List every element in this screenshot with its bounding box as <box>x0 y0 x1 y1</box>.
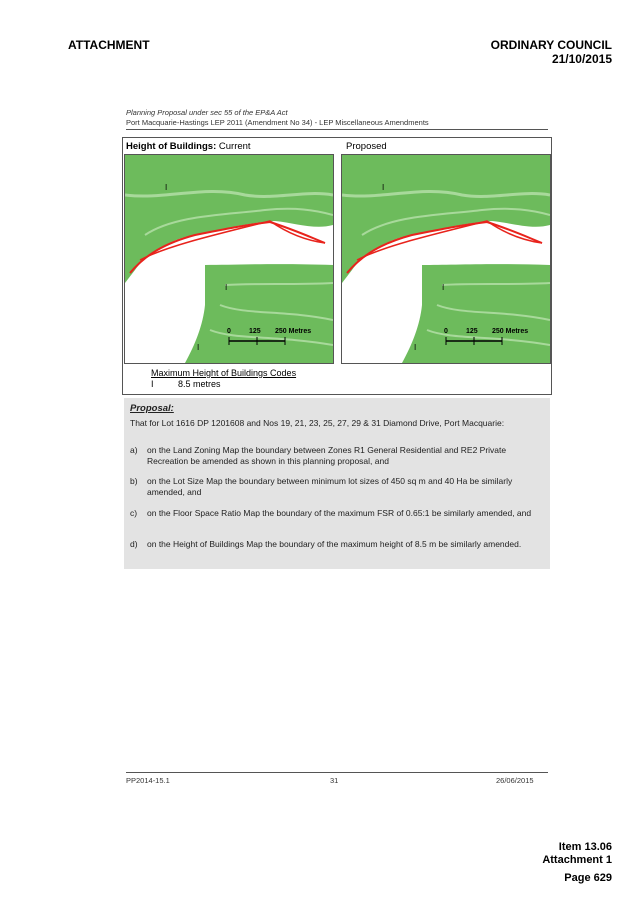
proposal-item-b <box>130 476 542 498</box>
proposal-item-d <box>130 539 542 550</box>
footer-date: 26/06/2015 <box>496 776 534 785</box>
proposal-panel <box>124 398 550 569</box>
header-rule <box>126 129 548 130</box>
meeting-header <box>491 38 612 66</box>
proposed-zone-label-river: I <box>442 283 445 292</box>
current-zone-label-south: I <box>197 343 200 352</box>
footer-rule <box>126 772 548 773</box>
proposal-title: Proposal: <box>130 403 174 414</box>
proposal-item-a <box>130 445 542 467</box>
proposed-map-image <box>342 155 550 363</box>
proposal-item-label: a) <box>130 445 138 455</box>
attachment-label: ATTACHMENT <box>68 38 150 52</box>
proposal-item-text: on the Height of Buildings Map the boundary of the maximum height of 8.5 m be similarly amended. <box>147 539 522 549</box>
proposed-scale-0: 0 <box>444 328 448 335</box>
current-map-title-suffix: Current <box>216 141 251 152</box>
current-scale-250: 250 Metres <box>275 328 312 335</box>
proposal-item-label: d) <box>130 539 138 549</box>
proposal-item-label: c) <box>130 508 138 518</box>
proposed-scale-250: 250 Metres <box>492 328 529 335</box>
proposed-zone-label-north: I <box>382 183 385 192</box>
doc-subtitle-act: Planning Proposal under sec 55 of the EP&A Act <box>126 108 288 117</box>
proposal-item-text: on the Lot Size Map the boundary between minimum lot sizes of 450 sq m and 40 Ha be similarly amended, and <box>147 476 513 497</box>
current-map-title-bold: Height of Buildings: <box>126 141 217 152</box>
current-zone-label-river: I <box>225 283 228 292</box>
legend-desc: 8.5 metres <box>178 379 221 389</box>
current-map-title <box>126 141 251 152</box>
proposed-map <box>341 154 551 364</box>
proposal-item-label: b) <box>130 476 138 486</box>
proposal-item-text: on the Floor Space Ratio Map the boundary of the maximum FSR of 0.65:1 be similarly amended, and <box>147 508 532 518</box>
meeting-date: 21/10/2015 <box>551 52 612 66</box>
footer-page-number: 31 <box>330 776 339 785</box>
current-scale-0: 0 <box>227 328 231 335</box>
footer-reference: PP2014-15.1 <box>126 776 170 785</box>
proposed-map-title: Proposed <box>346 141 387 152</box>
page-number: Page 629 <box>564 872 612 884</box>
meeting-name: ORDINARY COUNCIL <box>490 38 612 52</box>
agenda-item: Item 13.06 <box>558 841 612 853</box>
proposal-item-c <box>130 508 542 519</box>
legend-code: I <box>151 379 154 389</box>
proposal-item-text: on the Land Zoning Map the boundary between Zones R1 General Residential and RE2 Private Recreation be amended as shown in this planning proposal, and <box>147 445 507 466</box>
proposed-zone-label-south: I <box>414 343 417 352</box>
proposal-intro: That for Lot 1616 DP 1201608 and Nos 19, 21, 23, 25, 27, 29 & 31 Diamond Drive, Port Macquarie: <box>130 418 505 428</box>
legend-title: Maximum Height of Buildings Codes <box>151 368 297 378</box>
current-scale-125: 125 <box>249 328 261 335</box>
doc-subtitle-lep: Port Macquarie-Hastings LEP 2011 (Amendment No 34) - LEP Miscellaneous Amendments <box>126 118 429 127</box>
current-zone-label-north: I <box>165 183 168 192</box>
current-map <box>124 154 334 364</box>
current-map-image <box>125 155 333 363</box>
attachment-number: Attachment 1 <box>542 854 612 866</box>
legend-entry <box>151 379 221 389</box>
proposed-scale-125: 125 <box>466 328 478 335</box>
